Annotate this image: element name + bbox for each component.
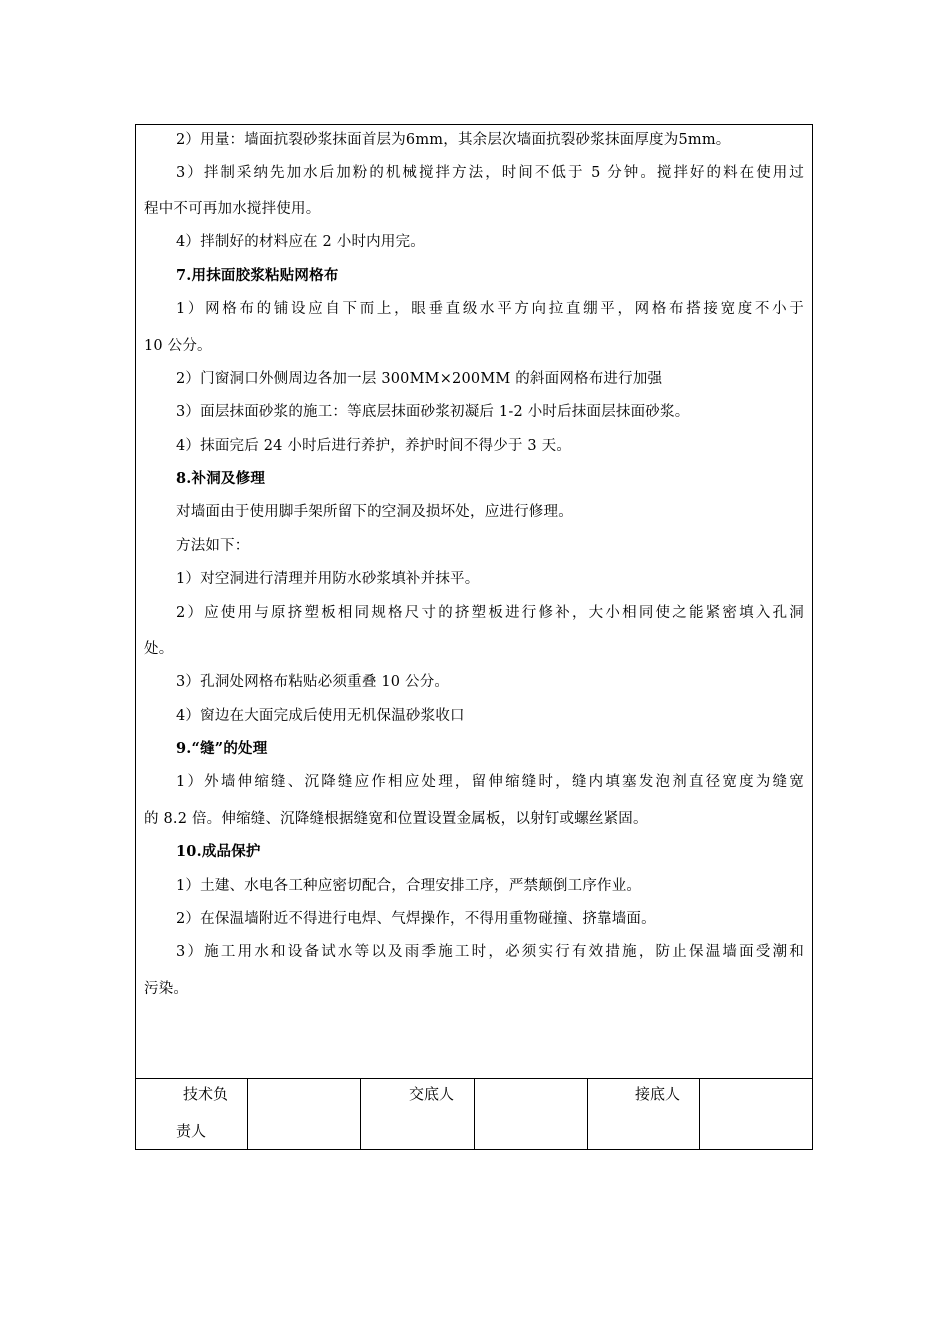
text-line: 3）孔洞处网格布粘贴必须重叠 10 公分。 [176, 674, 450, 690]
signature-row [136, 1078, 812, 1150]
text-line: 对墙面由于使用脚手架所留下的空洞及损坏处，应进行修理。 [176, 504, 573, 520]
text-line: 1）土建、水电各工种应密切配合，合理安排工序，严禁颠倒工序作业。 [176, 878, 642, 894]
handover-label-cell [361, 1079, 475, 1150]
tech-lead-label-line2: 责人 [176, 1122, 207, 1140]
section-heading: 10.成品保护 [176, 843, 261, 860]
text-line: 方法如下： [176, 538, 250, 554]
tech-lead-label-line1: 技术负 [183, 1085, 229, 1103]
text-line: 3）施工用水和设备试水等以及雨季施工时，必须实行有效措施，防止保温墙面受潮和 [176, 944, 804, 960]
tech-lead-label-cell [136, 1079, 248, 1150]
receiver-label-cell [588, 1079, 700, 1150]
text-line: 污染。 [144, 981, 189, 997]
text-line: 4）窗边在大面完成后使用无机保温砂浆收口 [176, 708, 465, 724]
content-cell [136, 125, 812, 1078]
text-line: 的 8.2 倍。伸缩缝、沉降缝根据缝宽和位置设置金属板，以射钉或螺丝紧固。 [144, 811, 648, 827]
receiver-signature-field[interactable] [700, 1079, 812, 1150]
text-line: 4）抹面完后 24 小时后进行养护，养护时间不得少于 3 天。 [176, 438, 572, 454]
tech-lead-signature-field[interactable] [248, 1079, 361, 1150]
text-line: 2）用量：墙面抗裂砂浆抹面首层为6mm，其余层次墙面抗裂砂浆抹面厚度为5mm。 [176, 132, 731, 148]
handover-signature-field[interactable] [475, 1079, 588, 1150]
text-line: 1）对空洞进行清理并用防水砂浆填补并抹平。 [176, 571, 480, 587]
section-heading: 7.用抹面胶浆粘贴网格布 [176, 267, 339, 284]
text-line: 2）在保温墙附近不得进行电焊、气焊操作，不得用重物碰撞、挤靠墙面。 [176, 911, 656, 927]
text-line: 4）拌制好的材料应在 2 小时内用完。 [176, 234, 425, 250]
text-line: 2）应使用与原挤塑板相同规格尺寸的挤塑板进行修补，大小相同使之能紧密填入孔洞 [176, 605, 804, 621]
text-line: 1）网格布的铺设应自下而上，眼垂直级水平方向拉直绷平，网格布搭接宽度不小于 [176, 301, 804, 317]
handover-label: 交底人 [409, 1085, 455, 1103]
text-line: 10 公分。 [144, 338, 212, 354]
section-heading: 8.补洞及修理 [176, 470, 266, 487]
text-line: 2）门窗洞口外侧周边各加一层 300MM×200MM 的斜面网格布进行加强 [176, 371, 663, 387]
text-line: 3）拌制采纳先加水后加粉的机械搅拌方法，时间不低于 5 分钟。搅拌好的料在使用过 [176, 165, 804, 181]
text-line: 3）面层抹面砂浆的施工：等底层抹面砂浆初凝后 1-2 小时后抹面层抹面砂浆。 [176, 404, 690, 420]
receiver-label: 接底人 [635, 1085, 681, 1103]
text-line: 程中不可再加水搅拌使用。 [144, 201, 321, 217]
document-table [135, 124, 813, 1150]
text-line: 1）外墙伸缩缝、沉降缝应作相应处理，留伸缩缝时，缝内填塞发泡剂直径宽度为缝宽 [176, 774, 804, 790]
section-heading: 9.“缝”的处理 [176, 740, 268, 757]
text-line: 处。 [144, 641, 174, 657]
